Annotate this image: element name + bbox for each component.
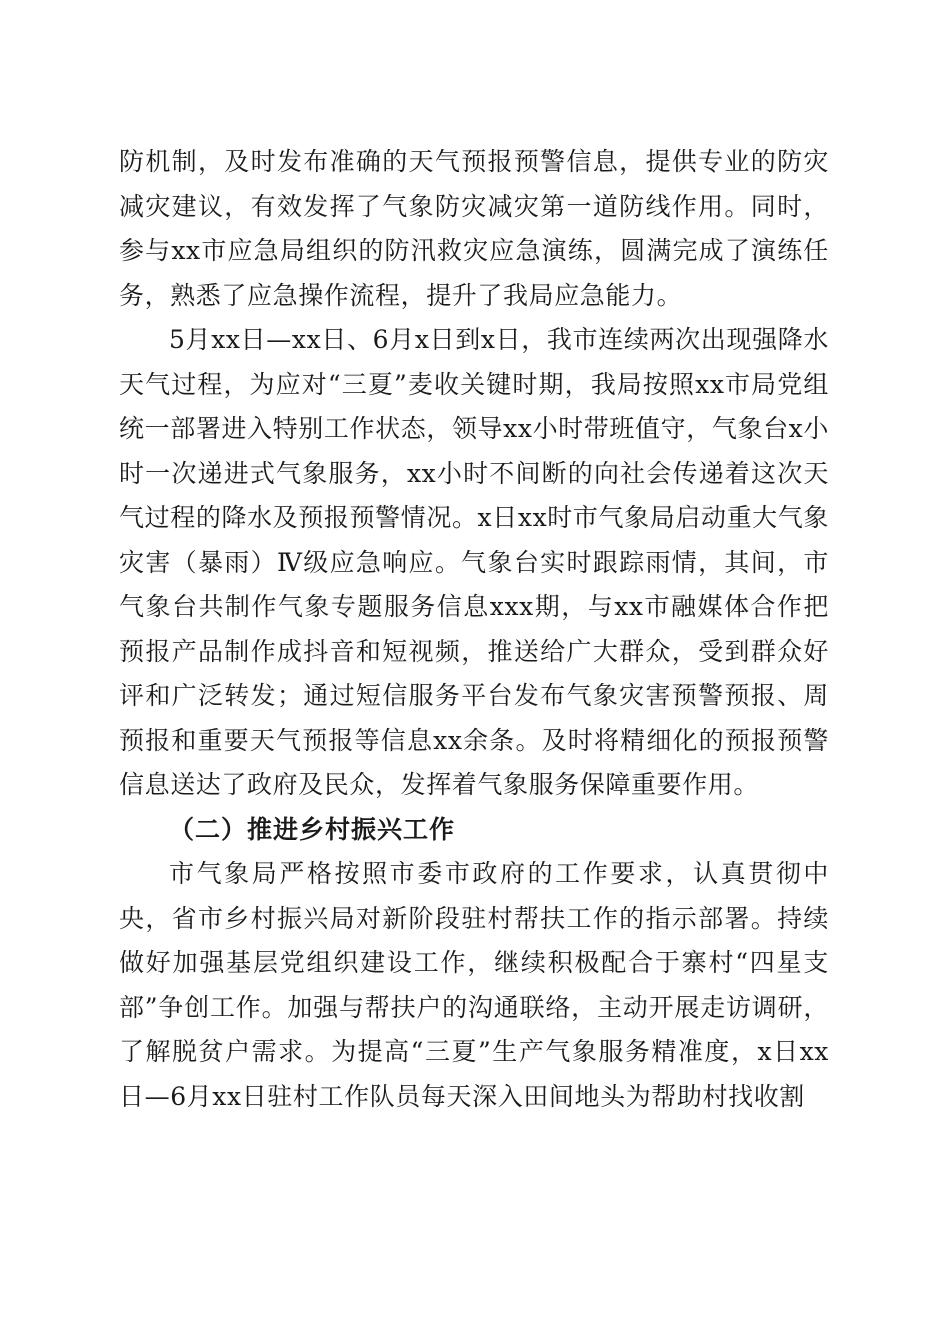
paragraph-continuation: 防机制，及时发布准确的天气预报预警信息，提供专业的防灾减灾建议，有效发挥了气象防灾减灾第一道防线作用。同时，参与xx市应急局组织的防汛救灾应急演练，圆满完成了演练任务，熟悉了应急操作流程，提升了我局应急能力。	[119, 147, 829, 310]
paragraph-rural-revitalization: 市气象局严格按照市委市政府的工作要求，认真贯彻中央，省市乡村振兴局对新阶段驻村帮扶工作的指示部署。持续做好加强基层党组织建设工作，继续积极配合于寨村“四星支部”争创工作。加强与帮扶户的沟通联络，主动开展走访调研，了解脱贫户需求。为提高“三夏”生产气象服务精准度，x日xx日—6月xx日驻村工作队员每天深入田间地头为帮助村找收割	[119, 859, 829, 1111]
section-heading-rural-revitalization: （二）推进乡村振兴工作	[169, 814, 456, 844]
document-body	[119, 140, 829, 1119]
paragraph-weather-service: 5月xx日—xx日、6月x日到x日，我市连续两次出现强降水天气过程，为应对“三夏”麦收关键时期，我局按照xx市局党组统一部署进入特别工作状态，领导xx小时带班值守，气象台x小时一次递进式气象服务，xx小时不间断的向社会传递着这次天气过程的降水及预报预警情况。x日xx时市气象局启动重大气象灾害（暴雨）Ⅳ级应急响应。气象台实时跟踪雨情，其间，市气象台共制作气象专题服务信息xxx期，与xx市融媒体合作把预报产品制作成抖音和短视频，推送给广大群众，受到群众好评和广泛转发；通过短信服务平台发布气象灾害预警预报、周预报和重要天气预报等信息xx余条。及时将精细化的预报预警信息送达了政府及民众，发挥着气象服务保障重要作用。	[119, 325, 829, 799]
